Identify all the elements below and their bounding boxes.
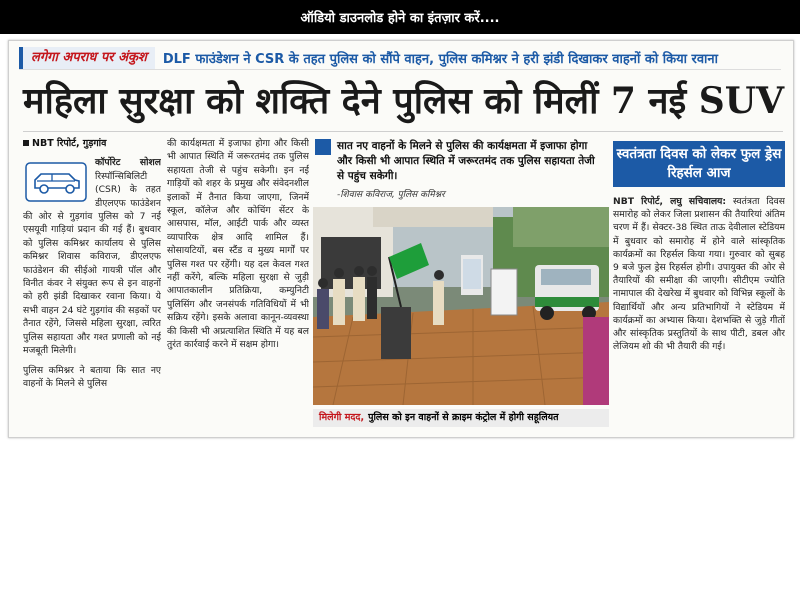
article-column-1 — [23, 137, 161, 433]
photo-block — [313, 137, 609, 429]
article-column-2: की कार्यक्षमता में इजाफा होगा और किसी भी आपात स्थिति में जरूरतमंद तक पुलिस सहायता तेजी से पहुंच सकेगी। इन नई गाड़ियों को शहर के प्रमुख और संवेदनशील इलाकों में तैनात किया जाएगा, जिनमें स्कूल, कॉलेज और कोचिंग सेंटर के आसपास, मॉल, आईटी पार्क और व्यस्त व्यापारिक क्षेत्र आदि शामिल हैं। सोसायटियों, बस स्टैंड व मुख्य मार्गों पर पुलिस गश्त पर रहेंगी। यह दल केवल गश्त नहीं करेंगे, बल्कि महिला सुरक्षा से जुड़ी आपातकालीन प्रतिक्रिया, कम्युनिटी पुलिसिंग और जनसंपर्क गतिविधियों में भी सक्रिय रहेंगे। इसके अलावा कानून-व्यवस्था की किसी भी अप्रत्याशित स्थिति में यह बल तुरंत कार्रवाई करने में सक्षम होगा। — [167, 138, 309, 351]
kicker-label: लगेगा अपराध पर अंकुश — [19, 47, 155, 69]
sidebar-headline: स्वतंत्रता दिवस को लेकर फुल ड्रेस रिहर्सल आज — [613, 141, 785, 187]
loading-banner: ऑडियो डाउनलोड होने का इंतज़ार करें.... — [0, 0, 800, 34]
byline-text: NBT रिपोर्ट, गुड़गांव — [32, 138, 107, 149]
sidebar-body — [613, 195, 785, 427]
photo-caption — [313, 409, 609, 427]
quote-text: सात नए वाहनों के मिलने से पुलिस की कार्यक्षमता में इजाफा होगा और किसी भी आपात स्थिति में जरूरतमंद तक पुलिस सहायता तेजी से पहुंच सकेगी। — [337, 140, 595, 182]
subhead: DLF फाउंडेशन ने CSR के तहत पुलिस को सौंपे वाहन, पुलिस कमिश्नर ने हरी झंडी दिखाकर वाहनों को किया रवाना — [162, 52, 718, 67]
pull-quote — [313, 137, 605, 201]
byline — [23, 137, 161, 150]
sidebar-text: स्वतंत्रता दिवस समारोह को लेकर जिला प्रशासन की तैयारियां अंतिम चरण में हैं। सेक्टर-38 स्थित ताऊ देवीलाल स्टेडियम में बुधवार को समारोह में होने वाले सांस्कृतिक कार्यक्रमों का रिहर्सल किया गया। गुरुवार को सुबह 9 बजे फुल ड्रेस रिहर्सल होगी। उपायुक्त की ओर से तैयारियों की समीक्षा की जाएगी। सीटीएम ज्योति नामापाल की देखरेख में बुधवार को विभिन्न स्कूलों के विद्यार्थियों और अन्य प्रतिभागियों ने स्टेडियम में कार्यक्रमों का अभ्यास किया। देशभक्ति से जुड़े गीतों और सांस्कृतिक प्रस्तुतियों के साथ पीटी, डबल और लेजियम शो की भी तैयारी की गई। — [613, 196, 785, 353]
divider — [23, 131, 783, 132]
article-paragraph-2: पुलिस कमिश्नर ने बताया कि सात नए वाहनों के मिलने से पुलिस — [23, 364, 161, 389]
photo-caption-label: मिलेगी मदद, — [319, 412, 365, 423]
photo-caption-text: पुलिस को इन वाहनों से क्राइम कंट्रोल में होगी सहूलियत — [368, 412, 559, 423]
newspaper-clipping — [8, 40, 794, 438]
square-bullet-icon — [23, 140, 29, 146]
quote-marker-icon — [315, 139, 331, 155]
lead-words: कॉर्पोरेट सोशल — [95, 157, 161, 169]
car-icon — [23, 160, 89, 204]
quote-attribution: -शिवास कविराज, पुलिस कमिश्नर — [337, 190, 445, 200]
sidebar-byline: NBT रिपोर्ट, लघु सचिवालय: — [613, 196, 727, 207]
article-paragraph — [23, 156, 161, 357]
headline: महिला सुरक्षा को शक्ति देने पुलिस को मिलीं 7 नई SUV — [23, 80, 785, 122]
sidebar-story — [613, 141, 785, 429]
event-photo — [313, 207, 609, 405]
paragraph-text: रिस्पॉन्सिबिलिटी (CSR) के तहत डीएलएफ फाउंडेशन की ओर से गुड़गांव पुलिस को 7 नई एसयूवी गाड़ियां प्रदान की गई हैं। बुधवार को पुलिस कमिश्नर कार्यालय से पुलिस कमिश्नर शिवास कविराज, डीएलएफ फाउंडेशन की सीईओ गायत्री पॉल और विनीत कंवर ने संयुक्त रूप से इन वाहनों को हरी झंडी दिखाकर रवाना किया। ये सभी वाहन 24 घंटे गुड़गांव की सड़कों पर तैनात रहेंगे, जिससे महिला सुरक्षा, त्वरित पुलिस सहायता और गश्त प्रणाली को नई मजबूती मिलेगी। — [23, 170, 161, 357]
kicker-row — [19, 47, 781, 70]
